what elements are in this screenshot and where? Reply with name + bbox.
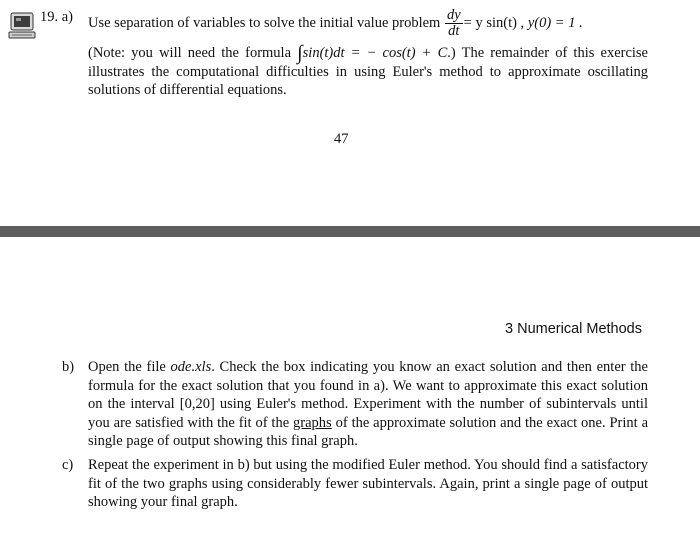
- page-divider: [0, 226, 700, 237]
- note-prefix: (Note: you will need the formula: [88, 45, 292, 61]
- derivative-fraction: [445, 8, 463, 39]
- part-b-text: [88, 358, 648, 451]
- problem-intro: Use separation of variables to solve the initial value problem: [88, 14, 441, 31]
- part-b-label: b): [62, 359, 75, 375]
- page-number: 47: [334, 131, 349, 147]
- note-paragraph: [88, 44, 648, 100]
- note-suffix: .) The remainder of this exercise illustrates the computational difficulties in using Euler's method to approximate oscillating solutions of differential equations.: [88, 45, 648, 98]
- problem-statement: [88, 8, 648, 39]
- section-header: 3 Numerical Methods: [505, 321, 642, 337]
- problem-number: 19. a): [40, 9, 74, 25]
- integral-sign-icon: ∫: [297, 42, 303, 64]
- part-b-text-2: . Check the box indicating you know an exact solution and then enter the formula for the exact solution that you found in a). We want to approximate this exact solution on the interval [0,20] using Euler's method. Experiment with the number of subintervals until you are satisfied with the fit of the: [88, 359, 648, 431]
- ode-rhs: = y sin(t) ,: [463, 14, 525, 31]
- part-c-text: Repeat the experiment in b) but using the modified Euler method. You should find a satisfactory fit of the two graphs using considerably fewer subintervals. Again, print a single page of output showing your final graph.: [88, 457, 648, 510]
- part-b-text-1: Open the file: [88, 359, 166, 375]
- part-c-label: c): [62, 457, 74, 473]
- file-name: ode.xls: [170, 359, 212, 375]
- computer-icon: [8, 12, 36, 40]
- fraction-denominator: dt: [448, 23, 460, 39]
- note-formula: sin(t)dt = − cos(t) + C: [302, 45, 448, 61]
- initial-condition: y(0) = 1 .: [527, 14, 583, 31]
- part-b-text-3: of the approximate solution and the exact one. Print a single page of output showing this final graph.: [88, 414, 649, 449]
- graphs-link[interactable]: graphs: [293, 414, 332, 431]
- fraction-numerator: dy: [446, 7, 461, 23]
